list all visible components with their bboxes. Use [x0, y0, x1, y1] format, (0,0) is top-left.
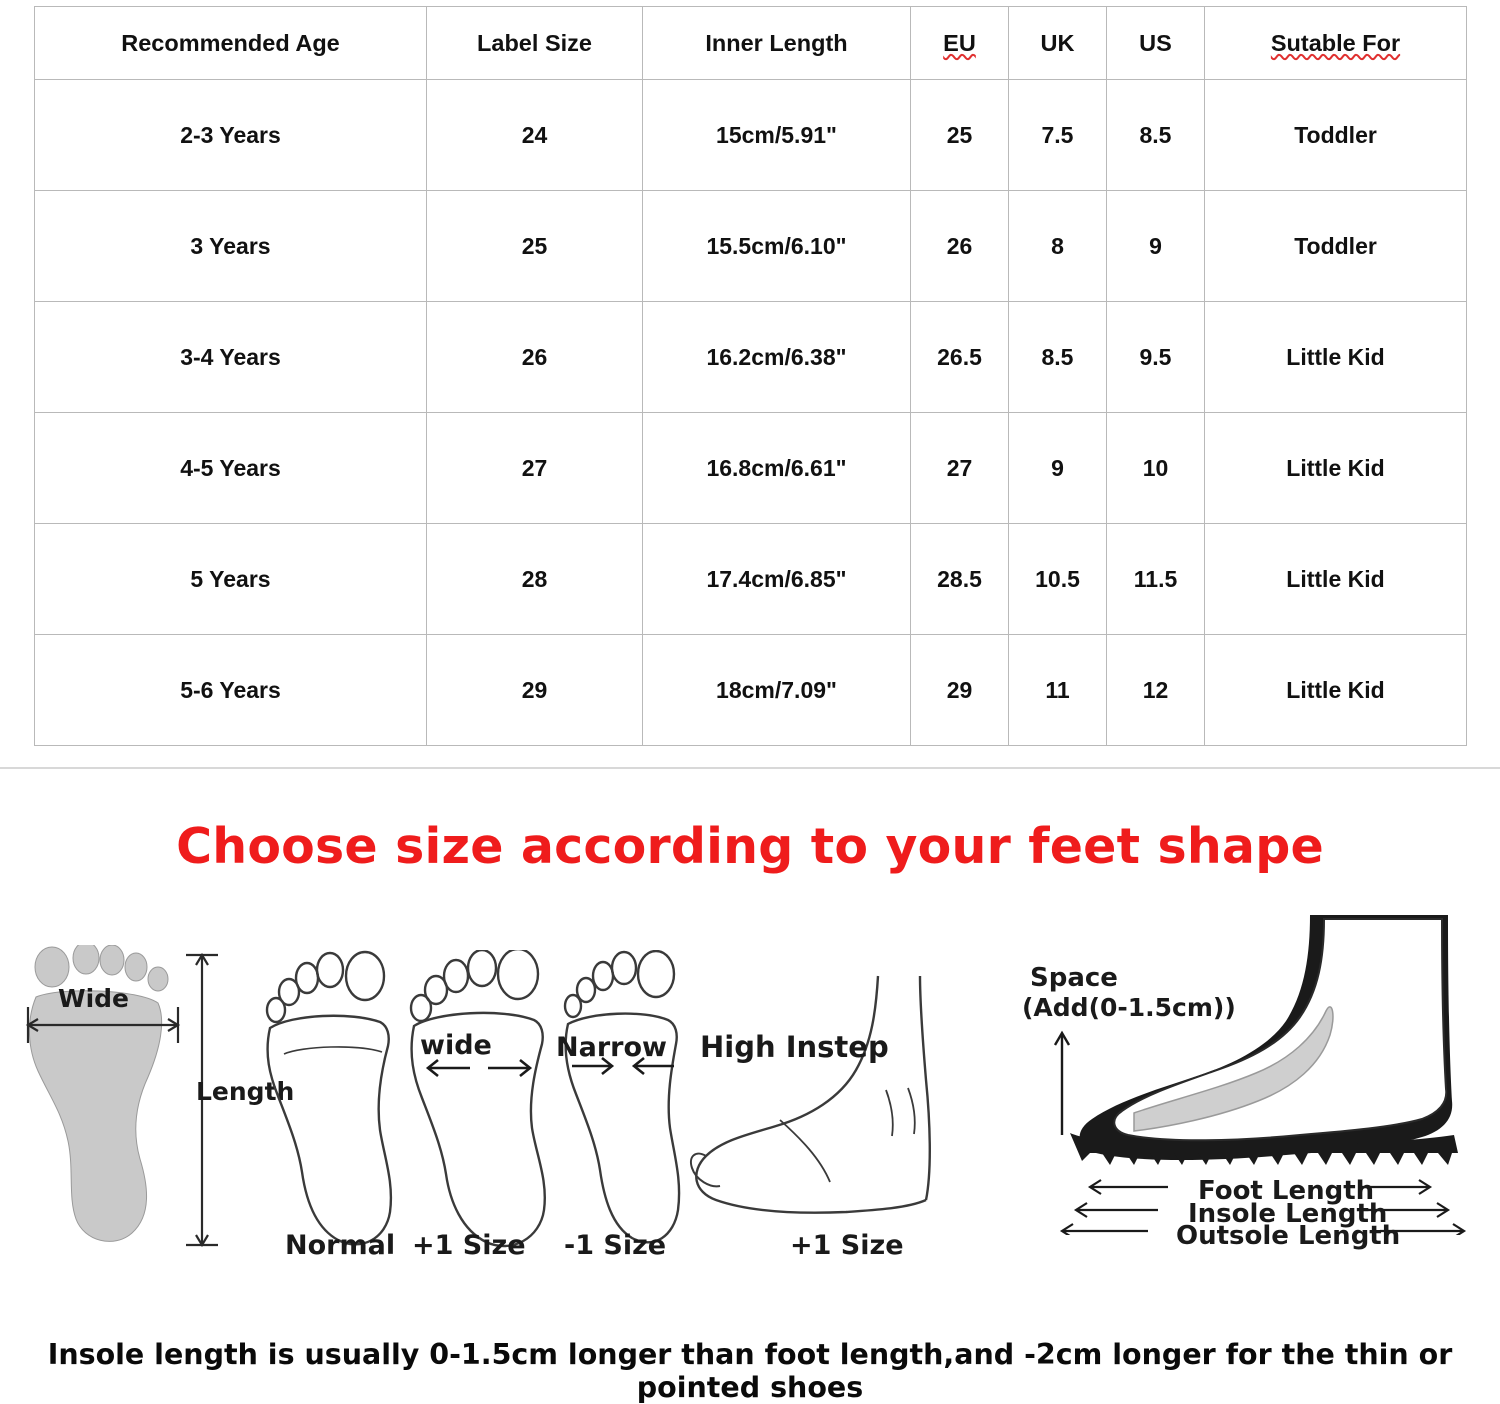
column-header-eu: EU: [911, 7, 1009, 80]
cell-age: 3 Years: [35, 191, 427, 302]
cell-label-size: 26: [427, 302, 643, 413]
cell-us: 9: [1107, 191, 1205, 302]
wide-size-caption: +1 Size: [412, 1230, 526, 1261]
cell-suitable-for: Little Kid: [1205, 302, 1467, 413]
footnote: Insole length is usually 0-1.5cm longer than foot length,and -2cm longer for the thin or pointed shoes: [47, 1338, 1453, 1404]
cell-suitable-for: Little Kid: [1205, 635, 1467, 746]
column-header-recommended-age: Recommended Age: [35, 7, 427, 80]
cell-age: 2-3 Years: [35, 80, 427, 191]
cell-eu: 26.5: [911, 302, 1009, 413]
cell-label-size: 28: [427, 524, 643, 635]
cell-us: 10: [1107, 413, 1205, 524]
cell-inner-length: 18cm/7.09": [643, 635, 911, 746]
cell-uk: 7.5: [1009, 80, 1107, 191]
cell-us: 9.5: [1107, 302, 1205, 413]
narrow-note: Narrow: [556, 1032, 667, 1063]
cell-eu: 28.5: [911, 524, 1009, 635]
cell-inner-length: 15cm/5.91": [643, 80, 911, 191]
cell-suitable-for: Toddler: [1205, 80, 1467, 191]
cell-eu: 26: [911, 191, 1009, 302]
table-row: [35, 302, 1467, 413]
cell-label-size: 27: [427, 413, 643, 524]
cell-uk: 10.5: [1009, 524, 1107, 635]
cell-label-size: 29: [427, 635, 643, 746]
cell-age: 5-6 Years: [35, 635, 427, 746]
table-row: [35, 413, 1467, 524]
table-row: [35, 80, 1467, 191]
table-header-row: [35, 7, 1467, 80]
cell-us: 11.5: [1107, 524, 1205, 635]
cell-age: 3-4 Years: [35, 302, 427, 413]
cell-suitable-for: Toddler: [1205, 191, 1467, 302]
cell-uk: 8: [1009, 191, 1107, 302]
table-row: [35, 524, 1467, 635]
wide-label: Wide: [58, 984, 129, 1013]
wide-direction-arrows: [428, 1060, 530, 1076]
high-instep-foot-outline: [680, 970, 950, 1260]
cell-age: 5 Years: [35, 524, 427, 635]
cell-inner-length: 16.2cm/6.38": [643, 302, 911, 413]
cell-eu: 25: [911, 80, 1009, 191]
column-header-suitable-for: Sutable For: [1205, 7, 1467, 80]
section-divider: [0, 767, 1500, 769]
normal-foot-outline: [262, 950, 432, 1270]
space-label: Space: [1030, 963, 1118, 993]
feet-shape-diagram: [0, 900, 1500, 1330]
cell-us: 8.5: [1107, 80, 1205, 191]
cell-inner-length: 16.8cm/6.61": [643, 413, 911, 524]
normal-caption: Normal: [285, 1230, 396, 1261]
size-chart-table: [34, 6, 1467, 746]
cell-suitable-for: Little Kid: [1205, 413, 1467, 524]
length-label: Length: [196, 1077, 295, 1106]
cell-age: 4-5 Years: [35, 413, 427, 524]
cell-uk: 11: [1009, 635, 1107, 746]
space-arrow: [1055, 1033, 1069, 1135]
column-header-inner-length: Inner Length: [643, 7, 911, 80]
cell-inner-length: 15.5cm/6.10": [643, 191, 911, 302]
wide-note: wide: [420, 1030, 492, 1061]
cell-label-size: 24: [427, 80, 643, 191]
table-row: [35, 191, 1467, 302]
cell-uk: 9: [1009, 413, 1107, 524]
column-header-uk: UK: [1009, 7, 1107, 80]
column-header-us: US: [1107, 7, 1205, 80]
table-row: [35, 635, 1467, 746]
high-instep-caption: +1 Size: [790, 1230, 904, 1261]
column-header-label-size: Label Size: [427, 7, 643, 80]
cell-eu: 27: [911, 413, 1009, 524]
cell-uk: 8.5: [1009, 302, 1107, 413]
cell-suitable-for: Little Kid: [1205, 524, 1467, 635]
narrow-size-caption: -1 Size: [564, 1230, 667, 1261]
insole-length-label: Insole Length: [1188, 1199, 1388, 1229]
foot-measure-illustration: [10, 945, 260, 1275]
cell-label-size: 25: [427, 191, 643, 302]
cell-inner-length: 17.4cm/6.85": [643, 524, 911, 635]
foot-length-label: Foot Length: [1198, 1176, 1375, 1206]
cell-eu: 29: [911, 635, 1009, 746]
cell-us: 12: [1107, 635, 1205, 746]
space-value: (Add(0-1.5cm)): [1022, 993, 1236, 1022]
high-instep-note: High Instep: [700, 1030, 889, 1064]
outsole-length-label: Outsole Length: [1176, 1221, 1401, 1251]
headline: Choose size according to your feet shape: [176, 818, 1324, 875]
